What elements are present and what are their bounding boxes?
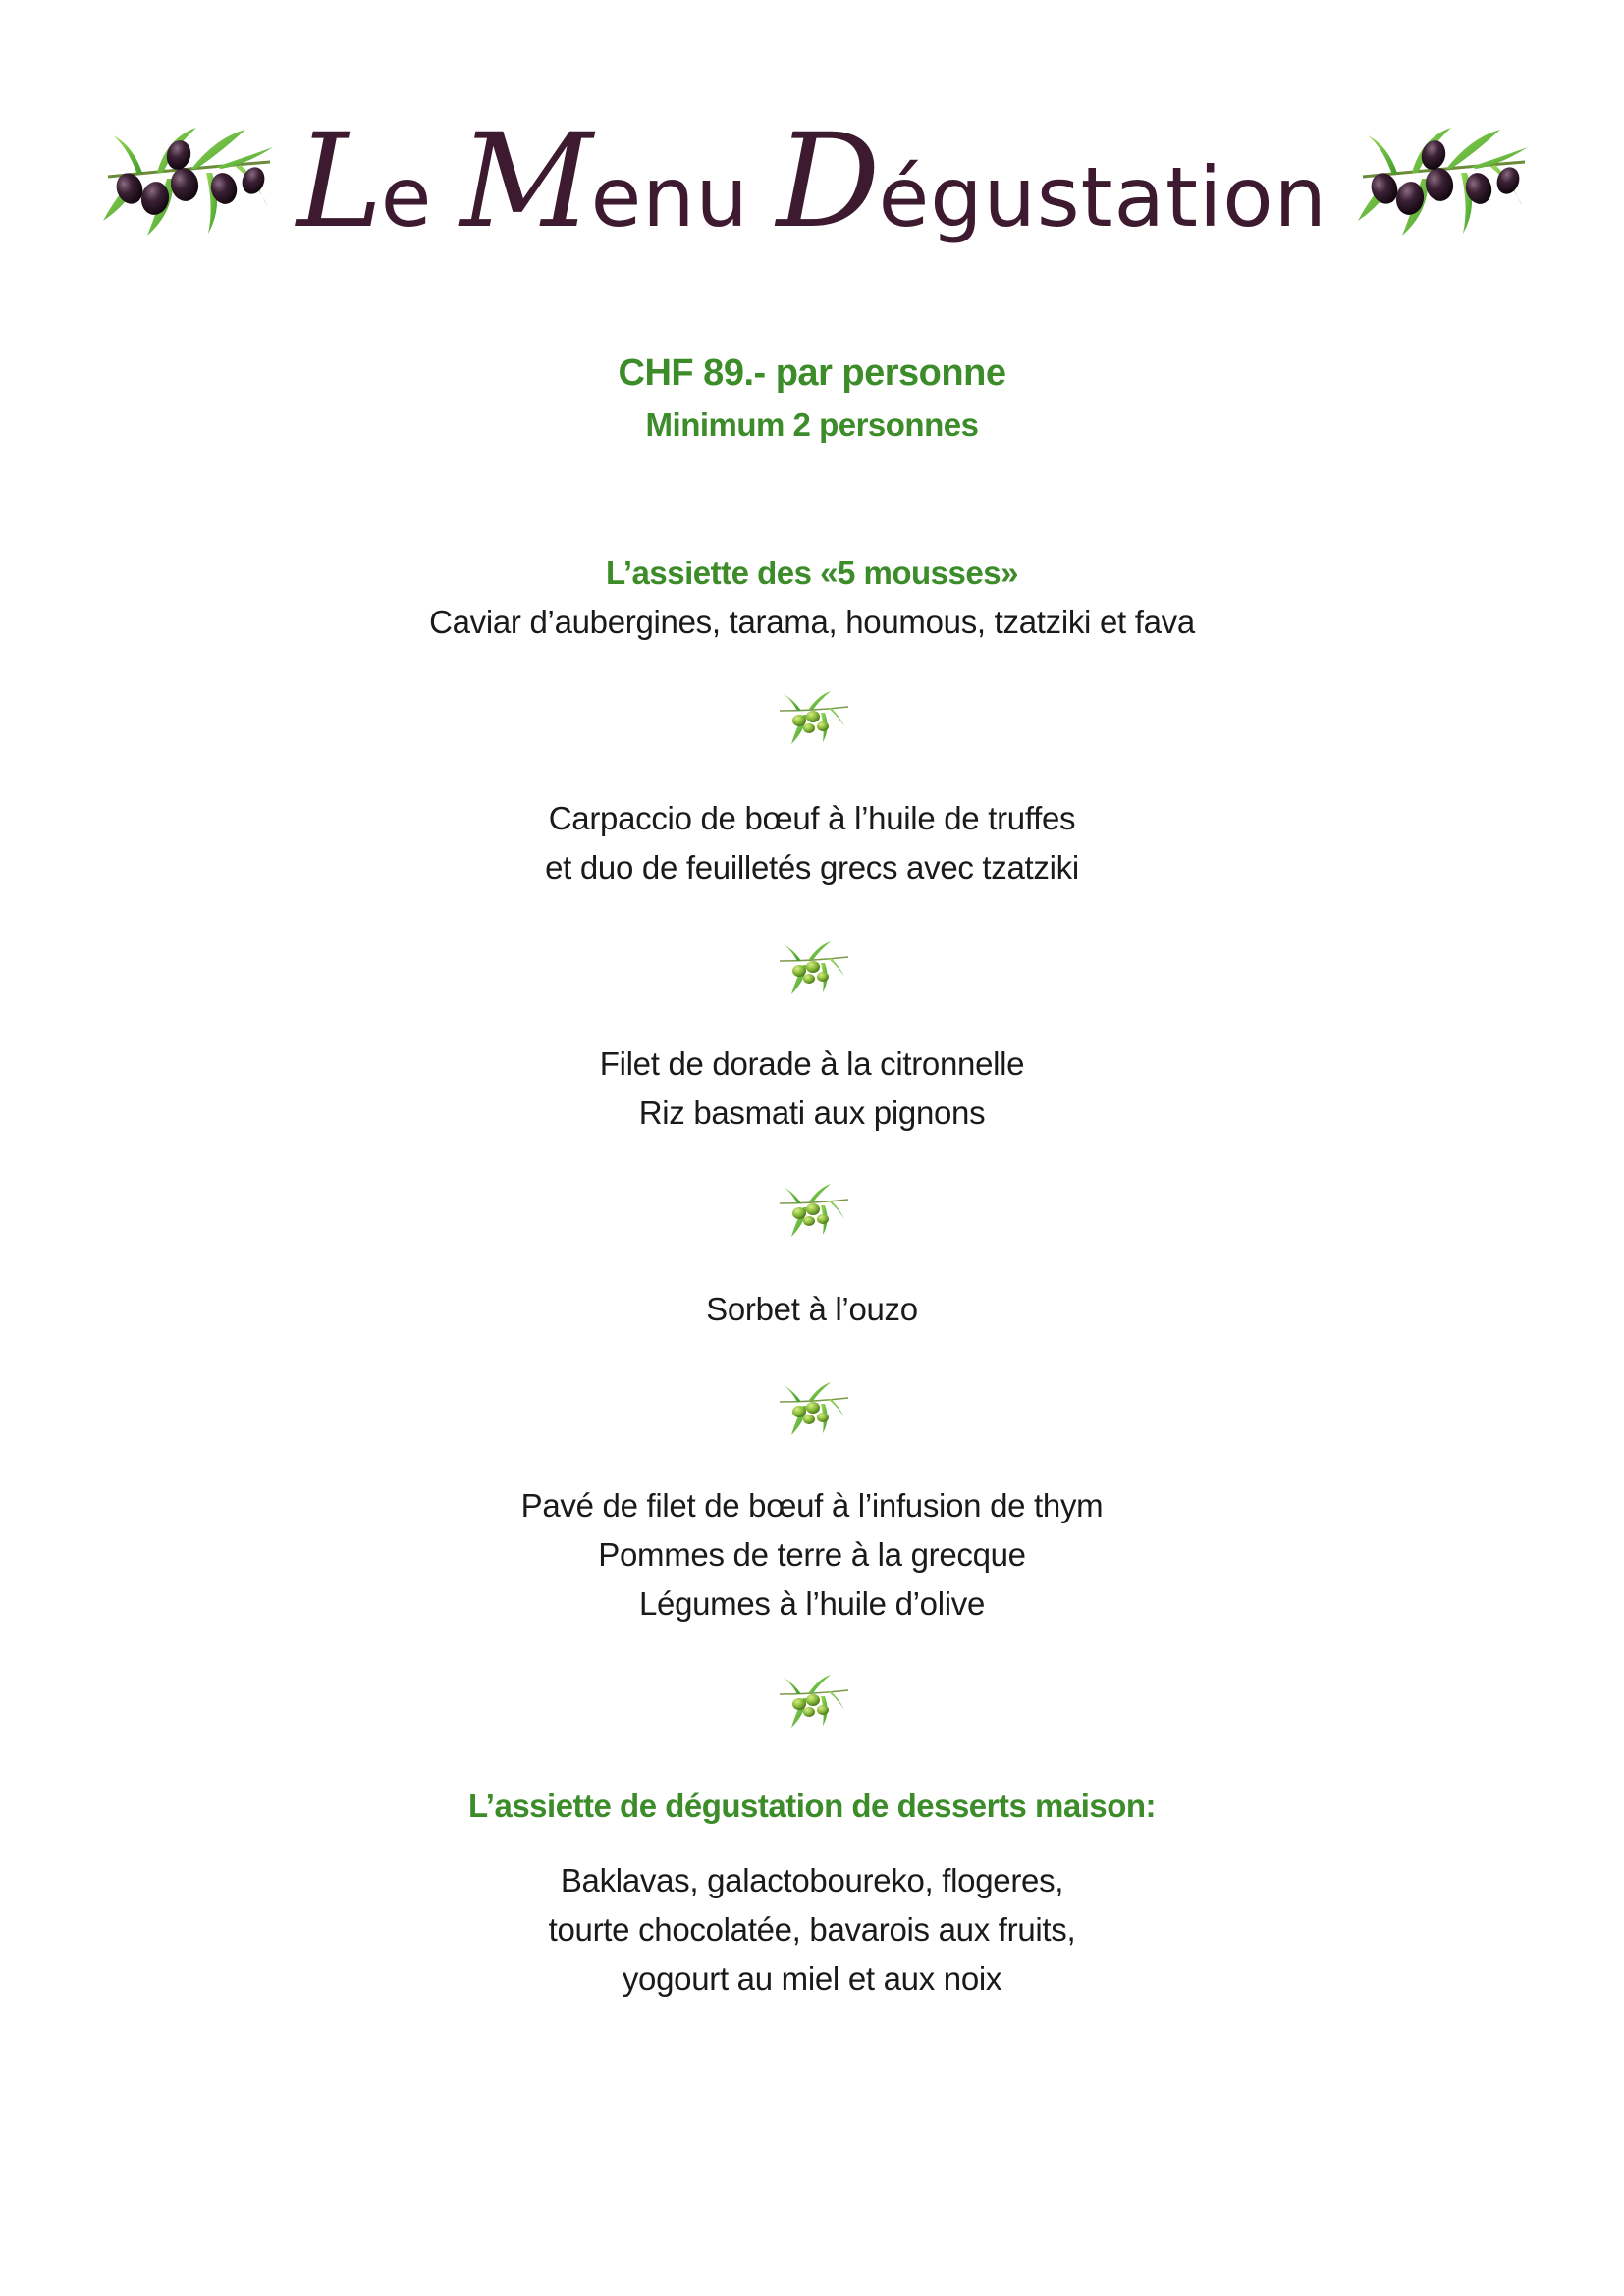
course-line: Caviar d’aubergines, tarama, houmous, tzatziki et fava <box>429 604 1195 640</box>
course-heading: L’assiette des «5 mousses» <box>606 555 1018 591</box>
olive-branch-icon <box>776 1378 850 1439</box>
course-line: tourte chocolatée, bavarois aux fruits, <box>548 1911 1076 1948</box>
course-heading: L’assiette de dégustation de desserts maison: <box>467 1788 1157 1824</box>
price-text: CHF 89.- par personne <box>618 352 1006 394</box>
course-line: Légumes à l’huile d’olive <box>638 1585 986 1622</box>
title-part-egustation: égustation <box>878 149 1327 245</box>
title-part-e: e <box>380 149 433 245</box>
course-line: Pommes de terre à la grecque <box>598 1536 1026 1573</box>
course-line: yogourt au miel et aux noix <box>622 1960 1002 1997</box>
course-line: Sorbet à l’ouzo <box>706 1291 918 1327</box>
course-line: Carpaccio de bœuf à l’huile de truffes <box>548 800 1076 836</box>
title-letter-l: L <box>297 106 381 257</box>
title-letter-d: D <box>776 106 879 257</box>
course-line: Riz basmati aux pignons <box>638 1095 986 1131</box>
course-line: Pavé de filet de bœuf à l’infusion de thym <box>520 1487 1104 1523</box>
olive-branch-icon <box>776 937 850 998</box>
course-line: et duo de feuilletés grecs avec tzatziki <box>545 849 1079 885</box>
olive-branch-icon <box>1353 108 1530 245</box>
course-line: Baklavas, galactoboureko, flogeres, <box>560 1862 1064 1898</box>
olive-branch-icon <box>98 108 275 245</box>
minimum-text: Minimum 2 personnes <box>645 406 979 443</box>
title-row <box>0 98 1624 265</box>
course-line: Filet de dorade à la citronnelle <box>599 1045 1025 1082</box>
title-letter-m: M <box>460 106 591 257</box>
olive-branch-icon <box>776 1671 850 1732</box>
title-part-enu: enu <box>590 149 749 245</box>
page-title <box>275 98 1349 265</box>
olive-branch-icon <box>776 687 850 748</box>
olive-branch-icon <box>776 1180 850 1241</box>
